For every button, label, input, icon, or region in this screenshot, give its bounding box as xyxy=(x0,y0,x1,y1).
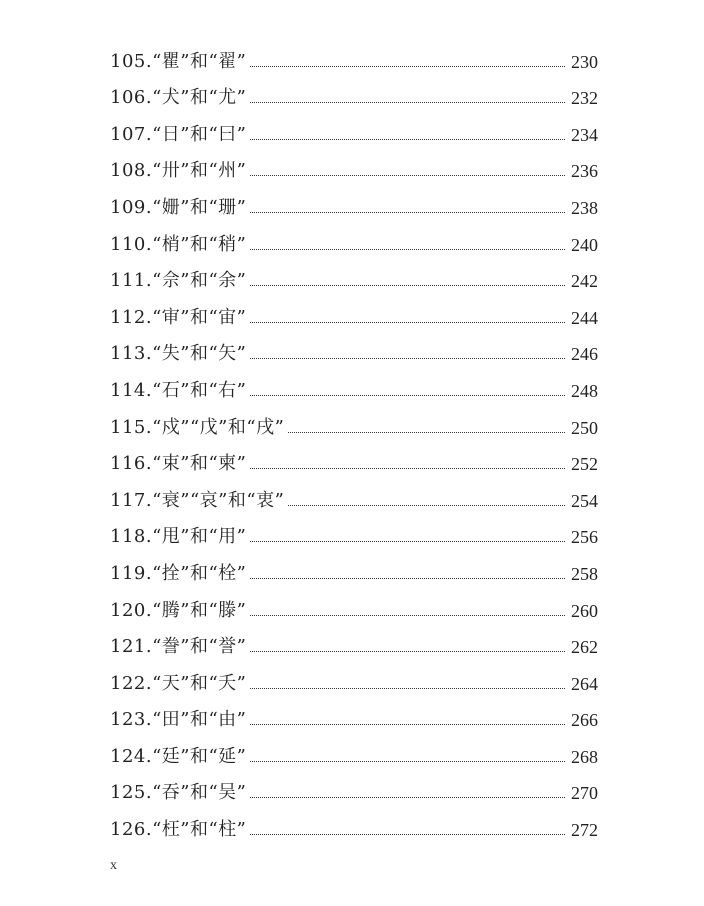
toc-entry-title: 124.“廷”和“延” xyxy=(110,745,247,767)
toc-entry-page: 246 xyxy=(571,344,598,365)
dot-leader xyxy=(250,761,565,762)
page-number-folio: x xyxy=(110,858,117,873)
dot-leader xyxy=(250,724,565,725)
toc-entry-page: 272 xyxy=(571,820,598,841)
toc-entry-title: 109.“姗”和“珊” xyxy=(110,196,247,218)
toc-entry-title: 117.“衰”“哀”和“衷” xyxy=(110,489,285,511)
toc-entry xyxy=(110,512,598,549)
toc-entry-title: 110.“梢”和“稍” xyxy=(110,233,247,255)
dot-leader xyxy=(250,212,565,213)
toc-entry xyxy=(110,36,598,73)
dot-leader xyxy=(250,395,565,396)
toc-entry-title: 107.“日”和“曰” xyxy=(110,123,247,145)
toc-entry xyxy=(110,219,598,256)
toc-entry-page: 262 xyxy=(571,637,598,658)
toc-entry-title: 105.“瞿”和“翟” xyxy=(110,50,247,72)
dot-leader xyxy=(250,66,565,67)
toc-entry xyxy=(110,439,598,476)
toc-entry xyxy=(110,768,598,805)
toc-entry xyxy=(110,146,598,183)
toc-entry-page: 236 xyxy=(571,161,598,182)
dot-leader xyxy=(250,615,565,616)
toc-entry-page: 240 xyxy=(571,234,598,255)
toc-entry xyxy=(110,622,598,659)
toc-entry xyxy=(110,804,598,841)
dot-leader xyxy=(250,578,565,579)
toc-entry-title: 123.“田”和“由” xyxy=(110,709,247,731)
toc-entry xyxy=(110,365,598,402)
toc-entry-title: 112.“审”和“宙” xyxy=(110,306,247,328)
toc-entry xyxy=(110,402,598,439)
toc-entry-page: 260 xyxy=(571,600,598,621)
toc-entry-title: 119.“拴”和“栓” xyxy=(110,562,247,584)
toc-entry-page: 258 xyxy=(571,563,598,584)
dot-leader xyxy=(250,249,565,250)
dot-leader xyxy=(250,797,565,798)
dot-leader xyxy=(250,834,565,835)
toc-entry-page: 232 xyxy=(571,88,598,109)
toc-entry-title: 111.“佘”和“余” xyxy=(110,270,247,292)
toc-entry xyxy=(110,548,598,585)
table-of-contents xyxy=(110,36,598,841)
toc-entry xyxy=(110,475,598,512)
toc-entry xyxy=(110,329,598,366)
toc-entry-page: 230 xyxy=(571,51,598,72)
toc-entry-page: 234 xyxy=(571,124,598,145)
toc-entry-page: 266 xyxy=(571,710,598,731)
toc-entry-page: 252 xyxy=(571,454,598,475)
toc-entry xyxy=(110,658,598,695)
dot-leader xyxy=(250,139,565,140)
dot-leader xyxy=(288,505,565,506)
toc-entry-title: 108.“卅”和“州” xyxy=(110,160,247,182)
toc-entry-title: 122.“天”和“夭” xyxy=(110,672,247,694)
toc-entry-title: 121.“誊”和“誉” xyxy=(110,636,247,658)
toc-entry-page: 244 xyxy=(571,307,598,328)
dot-leader xyxy=(250,358,565,359)
dot-leader xyxy=(250,651,565,652)
toc-entry-title: 120.“腾”和“滕” xyxy=(110,599,247,621)
dot-leader xyxy=(288,432,565,433)
toc-entry xyxy=(110,731,598,768)
toc-entry-page: 270 xyxy=(571,783,598,804)
toc-entry-title: 114.“石”和“右” xyxy=(110,379,247,401)
dot-leader xyxy=(250,688,565,689)
toc-entry-page: 264 xyxy=(571,673,598,694)
toc-entry-page: 256 xyxy=(571,527,598,548)
toc-entry-title: 126.“枉”和“柱” xyxy=(110,819,247,841)
dot-leader xyxy=(250,285,565,286)
toc-entry-title: 115.“戍”“戊”和“戌” xyxy=(110,416,285,438)
toc-entry xyxy=(110,182,598,219)
dot-leader xyxy=(250,102,565,103)
toc-entry xyxy=(110,695,598,732)
dot-leader xyxy=(250,175,565,176)
toc-entry-title: 106.“犬”和“尤” xyxy=(110,87,247,109)
toc-entry xyxy=(110,73,598,110)
toc-entry-title: 116.“束”和“柬” xyxy=(110,453,247,475)
dot-leader xyxy=(250,322,565,323)
toc-entry xyxy=(110,292,598,329)
toc-entry-page: 250 xyxy=(571,417,598,438)
toc-entry-page: 254 xyxy=(571,490,598,511)
toc-entry-page: 268 xyxy=(571,746,598,767)
toc-entry xyxy=(110,109,598,146)
toc-entry xyxy=(110,585,598,622)
toc-entry xyxy=(110,256,598,293)
toc-entry-page: 248 xyxy=(571,380,598,401)
toc-entry-title: 118.“甩”和“用” xyxy=(110,526,247,548)
dot-leader xyxy=(250,541,565,542)
dot-leader xyxy=(250,468,565,469)
toc-entry-page: 242 xyxy=(571,271,598,292)
toc-entry-title: 113.“失”和“矢” xyxy=(110,343,247,365)
toc-entry-title: 125.“吞”和“吴” xyxy=(110,782,247,804)
toc-entry-page: 238 xyxy=(571,197,598,218)
